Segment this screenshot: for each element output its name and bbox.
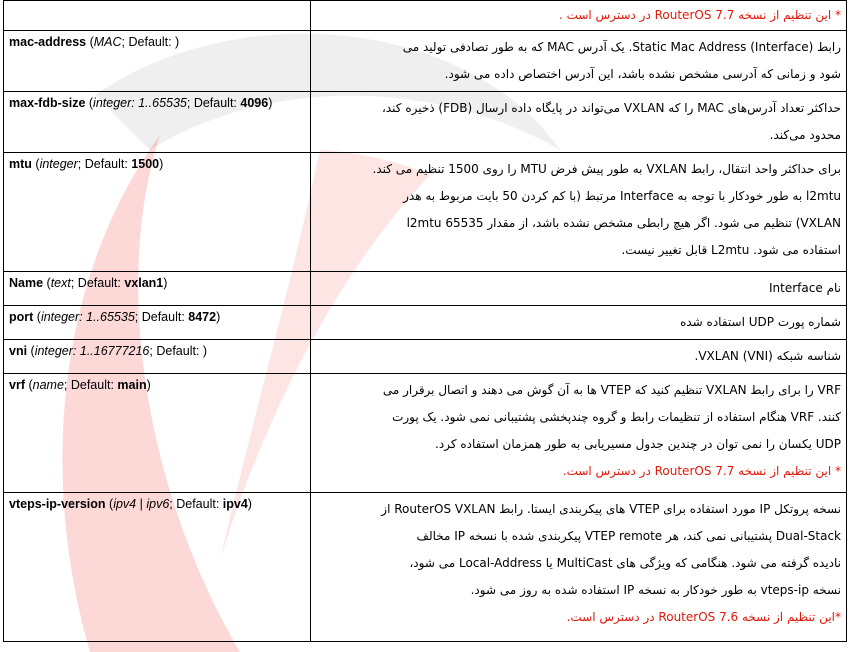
description-cell: نسخه پروتکل IP مورد استفاده برای VTEP های پیکربندی ایستا. رابط RouterOS VXLAN از Dual-Stack پشتیبانی نمی کند، هر VTEP remote پیکربندی شده با نسخه IP مخالف نادیده گرفته می شود. هنگامی که ویژگی های MultiCast یا Local-Address می شود، نسخه vteps-ip به طور خودکار به نسخه IP استفاده شده به روز می شود. *این تنظیم از نسخه RouterOS 7.6 در دسترس است. <box>311 493 847 642</box>
properties-table <box>3 0 847 642</box>
property-name: Name <box>9 276 44 290</box>
description-cell: شناسه شبکه (VXLAN (VNI. <box>311 340 847 374</box>
property-type: integer <box>39 157 78 171</box>
property-cell: vni (integer: 1..16777216; Default: ) <box>4 340 311 374</box>
property-name: max-fdb-size <box>9 96 86 110</box>
property-cell <box>4 1 311 31</box>
table-row <box>4 92 847 153</box>
property-cell: max-fdb-size (integer: 1..65535; Default: 4096) <box>4 92 311 153</box>
table-row <box>4 374 847 493</box>
property-cell: vrf (name; Default: main) <box>4 374 311 493</box>
property-default: main <box>117 378 147 392</box>
table-row <box>4 31 847 92</box>
property-type-alt: ipv6 <box>146 497 170 511</box>
availability-note: * این تنظیم از نسخه RouterOS 7.7 در دسترس است. <box>562 464 841 478</box>
property-type: text <box>50 276 71 290</box>
availability-note: * این تنظیم از نسخه RouterOS 7.7 در دسترس است . <box>558 8 841 22</box>
description-cell: رابط (Interface) Static Mac Address. یک آدرس MAC که به طور تصادفی تولید می شود و زمانی که آدرسی مشخص نشده باشد، این آدرس اختصاص داده می شود. <box>311 31 847 92</box>
description-cell: شماره پورت UDP استفاده شده <box>311 306 847 340</box>
description-cell <box>311 1 847 31</box>
property-default: vxlan1 <box>124 276 164 290</box>
property-default: ipv4 <box>222 497 248 511</box>
property-name: vni <box>9 344 28 358</box>
property-type: MAC <box>93 35 122 49</box>
description-cell: VRF را برای رابط VXLAN تنظیم کنید که VTEP ها به آن گوش می دهند و اتصال برقرار می کنند. VRF هنگام استفاده از تنظیمات رابط و گروه چندپخشی پشتیبانی نمی شود. یک پورت UDP یکسان را نمی توان در چندین جدول مسیریابی به طور همزمان استفاده کرد. * این تنظیم از نسخه RouterOS 7.7 در دسترس است. <box>311 374 847 493</box>
property-name: vteps-ip-version <box>9 497 106 511</box>
property-cell: mtu (integer; Default: 1500) <box>4 153 311 272</box>
description-cell: برای حداکثر واحد انتقال، رابط VXLAN به طور پیش فرض MTU را روی 1500 تنظیم می کند. l2mtu به طور خودکار با توجه به Interface مرتبط (با کم کردن 50 بایت مربوط به هدر VXLAN) تنظیم می شود. اگر هیچ رابطی مشخص نشده باشد، از مقدار 65535 l2mtu استفاده می شود. L2mtu قابل تغییر نیست. <box>311 153 847 272</box>
property-cell: port (integer: 1..65535; Default: 8472) <box>4 306 311 340</box>
property-type: integer: 1..65535 <box>93 96 187 110</box>
table-row <box>4 153 847 272</box>
description-cell: حداکثر تعداد آدرس‌های MAC را که VXLAN می‌تواند در پایگاه داده ارسال (FDB) ذخیره کند، محدود می‌کند. <box>311 92 847 153</box>
property-cell: vteps-ip-version (ipv4 | ipv6; Default: ipv4) <box>4 493 311 642</box>
property-cell: mac-address (MAC; Default: ) <box>4 31 311 92</box>
property-default: 1500 <box>131 157 160 171</box>
property-cell: Name (text; Default: vxlan1) <box>4 272 311 306</box>
table-row <box>4 272 847 306</box>
description-cell: نام Interface <box>311 272 847 306</box>
availability-note: *این تنظیم از نسخه RouterOS 7.6 در دسترس است. <box>566 610 841 624</box>
property-name: vrf <box>9 378 25 392</box>
table-row <box>4 340 847 374</box>
property-default: 4096 <box>240 96 269 110</box>
table-row <box>4 306 847 340</box>
property-name: mtu <box>9 157 32 171</box>
property-type: integer: 1..65535 <box>40 310 135 324</box>
property-default: 8472 <box>188 310 217 324</box>
property-type: ipv4 <box>113 497 137 511</box>
property-name: port <box>9 310 34 324</box>
table-row <box>4 493 847 642</box>
property-type: integer: 1..16777216 <box>34 344 150 358</box>
table-row <box>4 1 847 31</box>
property-type: name <box>32 378 64 392</box>
property-name: mac-address <box>9 35 87 49</box>
